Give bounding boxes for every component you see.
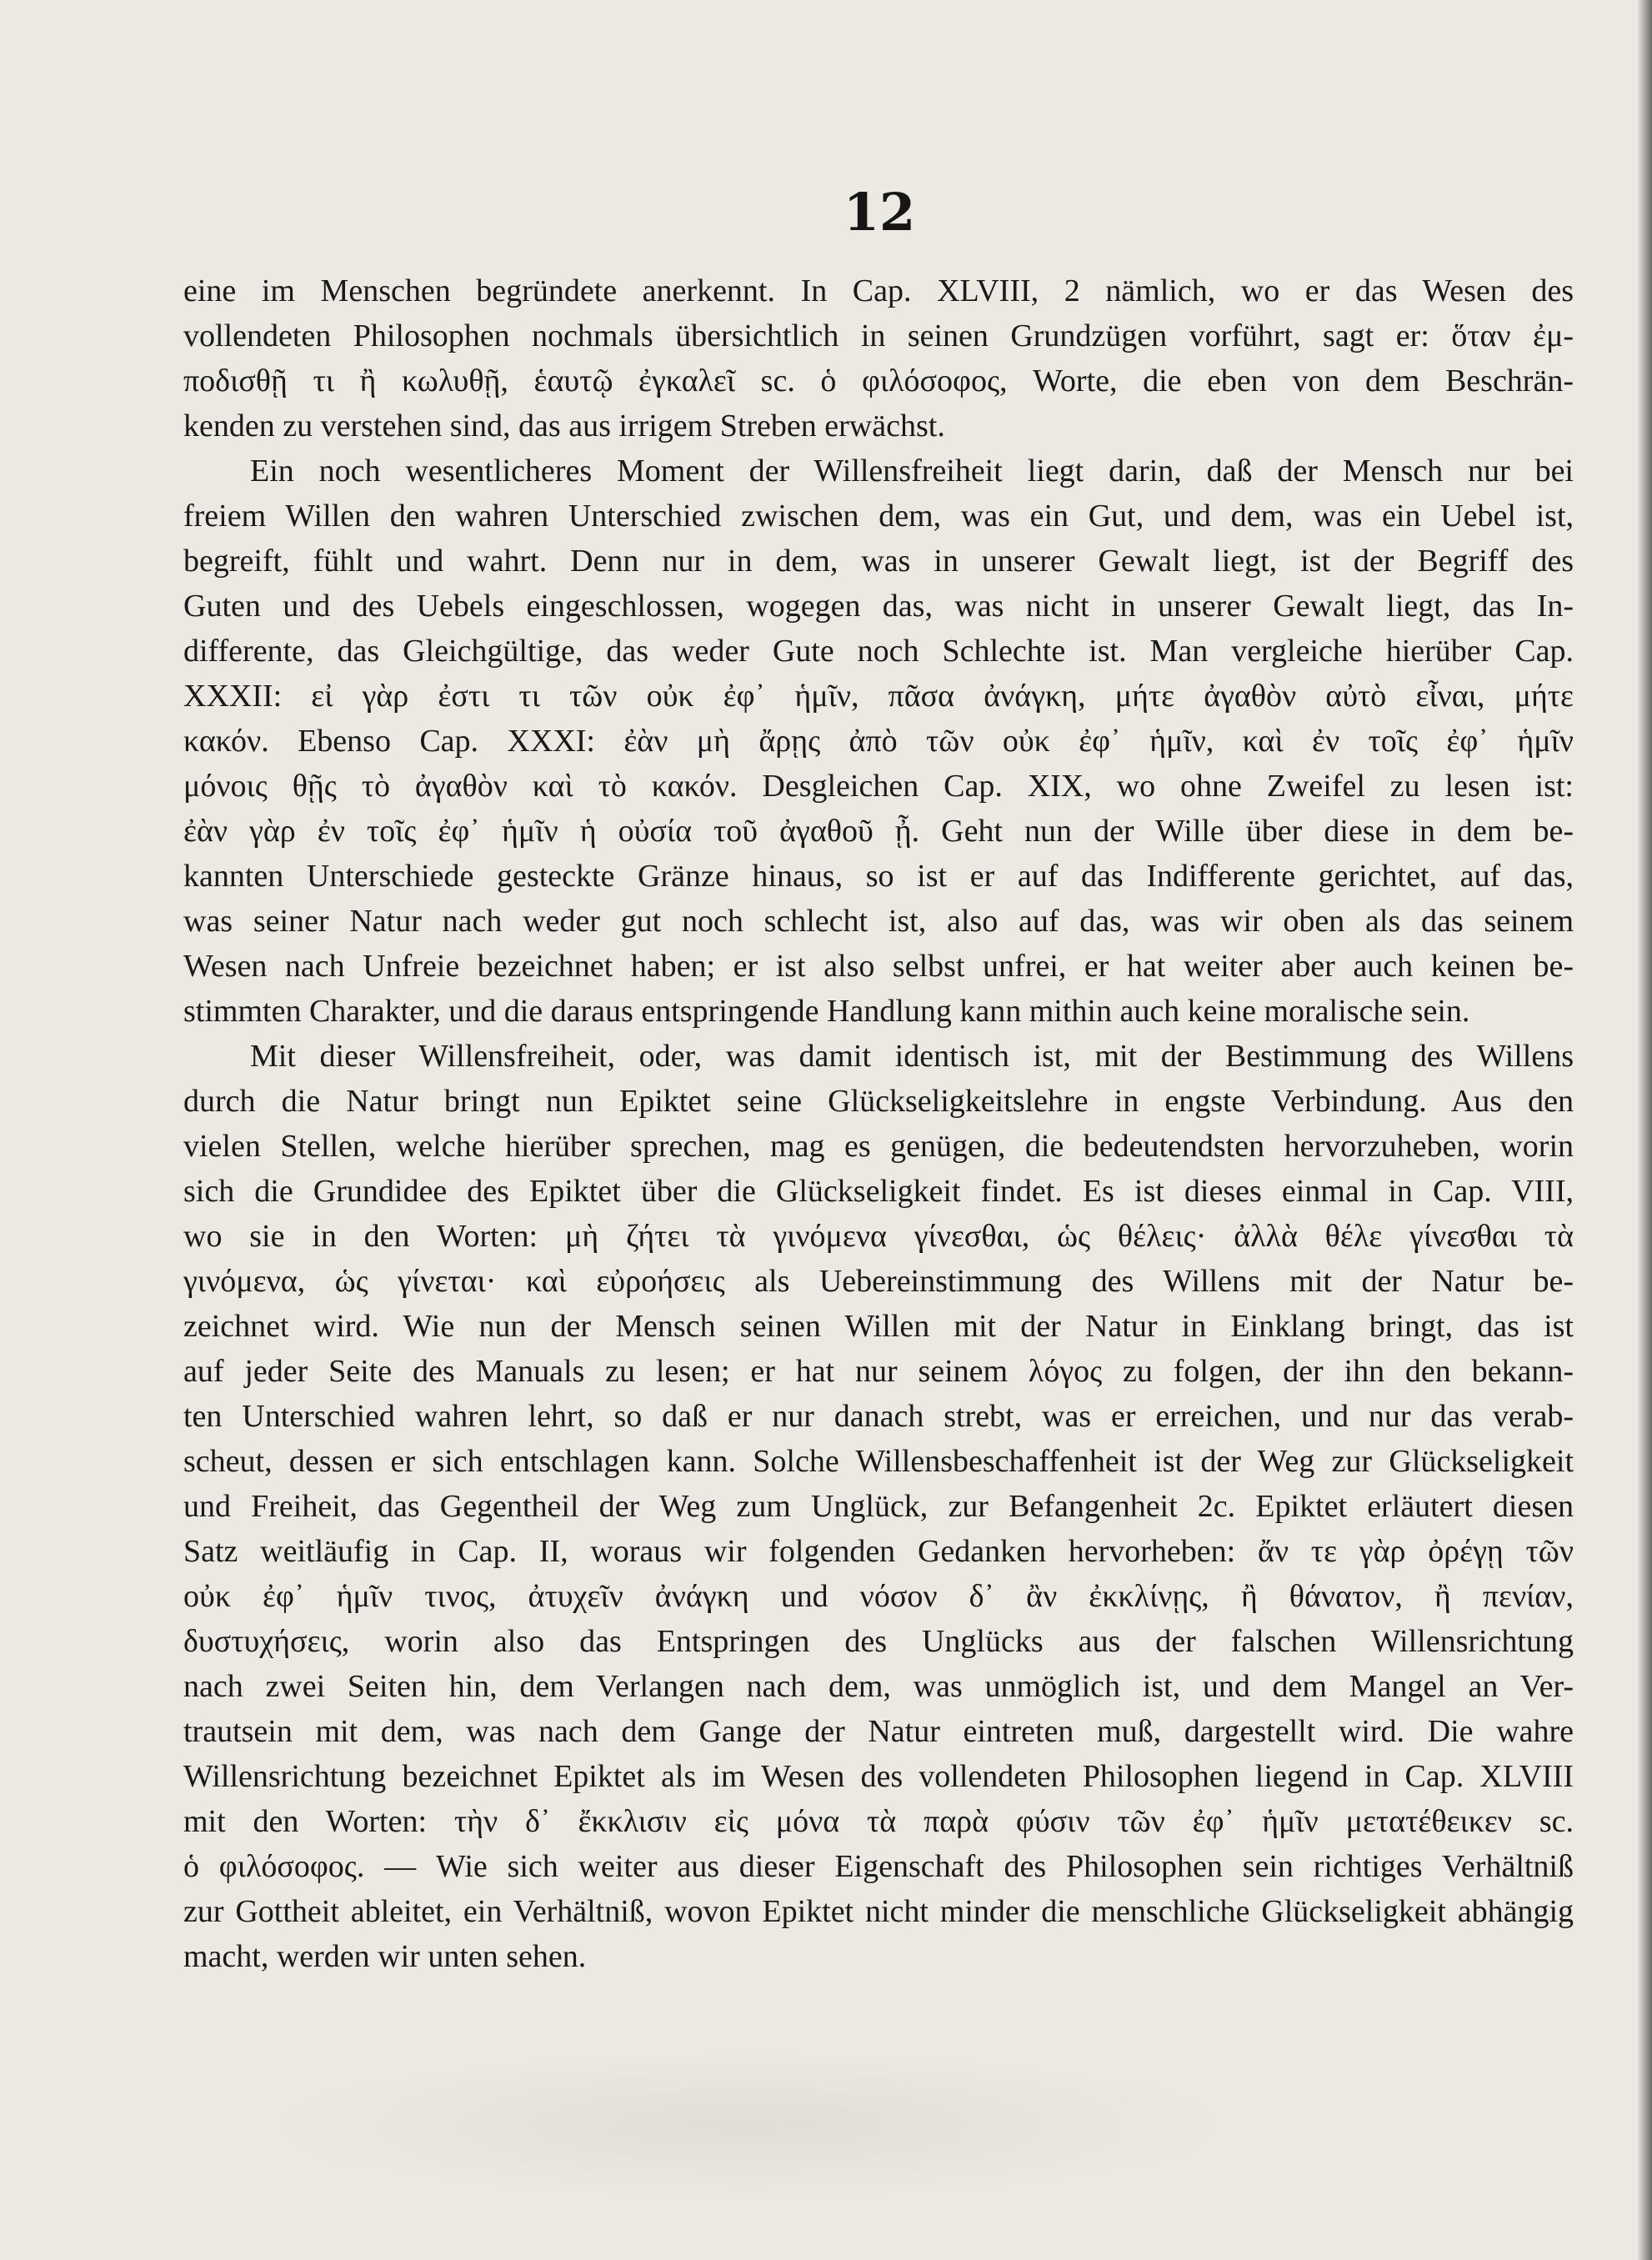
text-line: eine im Menschen begründete anerkennt. In Cap. XLVIII, 2 nämlich, wo er das Wesen des	[183, 273, 1574, 308]
text-line: auf jeder Seite des Manuals zu lesen; er hat nur seinem λόγος zu folgen, der ihn den bekann-	[183, 1354, 1574, 1389]
text-line: trautsein mit dem, was nach dem Gange der Natur eintreten muß, dargestellt wird. Die wahre	[183, 1714, 1574, 1749]
text-line: macht, werden wir unten sehen.	[183, 1939, 587, 1974]
text-line: Wesen nach Unfreie bezeichnet haben; er ist also selbst unfrei, er hat weiter aber auch keinen be-	[183, 949, 1574, 984]
paper-stain	[250, 2051, 1250, 2201]
text-line: durch die Natur bringt nun Epiktet seine Glückseligkeitslehre in engste Verbindung. Aus den	[183, 1084, 1574, 1119]
text-line: differente, das Gleichgültige, das weder Gute noch Schlechte ist. Man vergleiche hierüber Cap.	[183, 634, 1574, 669]
text-line: ὁ φιλόσοφος. — Wie sich weiter aus dieser Eigenschaft des Philosophen sein richtiges Verhältniß	[183, 1849, 1574, 1884]
text-line: stimmten Charakter, und die daraus entspringende Handlung kann mithin auch keine moralische sein.	[183, 994, 1470, 1029]
text-line: was seiner Natur nach weder gut noch schlecht ist, also auf das, was wir oben als das seinem	[183, 904, 1574, 939]
text-line: ποδισθῇ τι ἢ κωλυθῇ, ἑαυτῷ ἐγκαλεῖ sc. ὁ φιλόσοφος, Worte, die eben von dem Beschrän-	[183, 363, 1574, 398]
text-line: μόνοις θῇς τὸ ἀγαθὸν καὶ τὸ κακόν. Desgleichen Cap. XIX, wo ohne Zweifel zu lesen ist:	[183, 769, 1574, 804]
text-line: γινόμενα, ὡς γίνεται· καὶ εὐροήσεις als Uebereinstimmung des Willens mit der Natur be-	[183, 1264, 1574, 1299]
text-line: οὐκ ἐφ᾽ ἡμῖν τινος, ἀτυχεῖν ἀνάγκη und νόσον δ᾽ ἂν ἐκκλίνῃς, ἢ θάνατον, ἢ πενίαν,	[183, 1579, 1574, 1614]
text-line: zeichnet wird. Wie nun der Mensch seinen Willen mit der Natur in Einklang bringt, das ist	[183, 1309, 1574, 1344]
text-line: und Freiheit, das Gegentheil der Weg zum Unglück, zur Befangenheit 2c. Epiktet erläutert diesen	[183, 1489, 1574, 1524]
text-line: mit den Worten: τὴν δ᾽ ἔκκλισιν εἰς μόνα τὰ παρὰ φύσιν τῶν ἐφ᾽ ἡμῖν μετατέθεικεν sc.	[183, 1804, 1574, 1839]
text-line: vielen Stellen, welche hierüber sprechen, mag es genügen, die bedeutendsten hervorzuheben, worin	[183, 1129, 1574, 1164]
text-line: vollendeten Philosophen nochmals übersichtlich in seinen Grundzügen vorführt, sagt er: ὅταν ἐμ-	[183, 318, 1574, 353]
text-line: nach zwei Seiten hin, dem Verlangen nach dem, was unmöglich ist, und dem Mangel an Ver-	[183, 1669, 1574, 1704]
text-line: wo sie in den Worten: μὴ ζήτει τὰ γινόμενα γίνεσθαι, ὡς θέλεις· ἀλλὰ θέλε γίνεσθαι τὰ	[183, 1219, 1574, 1254]
body-text	[183, 268, 1574, 1979]
text-line: Satz weitläufig in Cap. II, woraus wir folgenden Gedanken hervorheben: ἄν τε γὰρ ὀρέγῃ τῶν	[183, 1534, 1574, 1569]
text-line: Willensrichtung bezeichnet Epiktet als im Wesen des vollendeten Philosophen liegend in Cap. XLVIII	[183, 1759, 1574, 1794]
text-line: XXXII: εἰ γὰρ ἐστι τι τῶν οὐκ ἐφ᾽ ἡμῖν, πᾶσα ἀνάγκη, μήτε ἀγαθὸν αὐτὸ εἶναι, μήτε	[183, 679, 1574, 714]
text-line: ἐὰν γὰρ ἐν τοῖς ἐφ᾽ ἡμῖν ἡ οὐσία τοῦ ἀγαθοῦ ᾖ. Geht nun der Wille über diese in dem be-	[183, 814, 1574, 849]
page-number: 12	[843, 182, 916, 243]
text-line: kannten Unterschiede gesteckte Gränze hinaus, so ist er auf das Indifferente gerichtet, auf das,	[183, 859, 1574, 894]
page-edge-shadow	[1637, 0, 1652, 2260]
text-line: ten Unterschied wahren lehrt, so daß er nur danach strebt, was er erreichen, und nur das verab-	[183, 1399, 1574, 1434]
text-line: kenden zu verstehen sind, das aus irrigem Streben erwächst.	[183, 408, 945, 443]
text-line: δυστυχήσεις, worin also das Entspringen des Unglücks aus der falschen Willensrichtung	[183, 1624, 1574, 1659]
text-line: sich die Grundidee des Epiktet über die Glückseligkeit findet. Es ist dieses einmal in Cap. VIII,	[183, 1174, 1574, 1209]
text-line: freiem Willen den wahren Unterschied zwischen dem, was ein Gut, und dem, was ein Uebel ist,	[183, 499, 1574, 534]
text-line: begreift, fühlt und wahrt. Denn nur in dem, was in unserer Gewalt liegt, ist der Begriff des	[183, 544, 1574, 579]
text-line: Guten und des Uebels eingeschlossen, wogegen das, was nicht in unserer Gewalt liegt, das In-	[183, 589, 1574, 624]
text-line: Mit dieser Willensfreiheit, oder, was damit identisch ist, mit der Bestimmung des Willens	[250, 1039, 1574, 1074]
text-line: zur Gottheit ableitet, ein Verhältniß, wovon Epiktet nicht minder die menschliche Glückseligkeit abhängig	[183, 1894, 1574, 1929]
text-line: Ein noch wesentlicheres Moment der Willensfreiheit liegt darin, daß der Mensch nur bei	[250, 454, 1574, 489]
text-line: scheut, dessen er sich entschlagen kann. Solche Willensbeschaffenheit ist der Weg zur Glückseligkeit	[183, 1444, 1574, 1479]
text-line: κακόν. Ebenso Cap. XXXI: ἐὰν μὴ ἄρῃς ἀπὸ τῶν οὐκ ἐφ᾽ ἡμῖν, καὶ ἐν τοῖς ἐφ᾽ ἡμῖν	[183, 724, 1574, 759]
